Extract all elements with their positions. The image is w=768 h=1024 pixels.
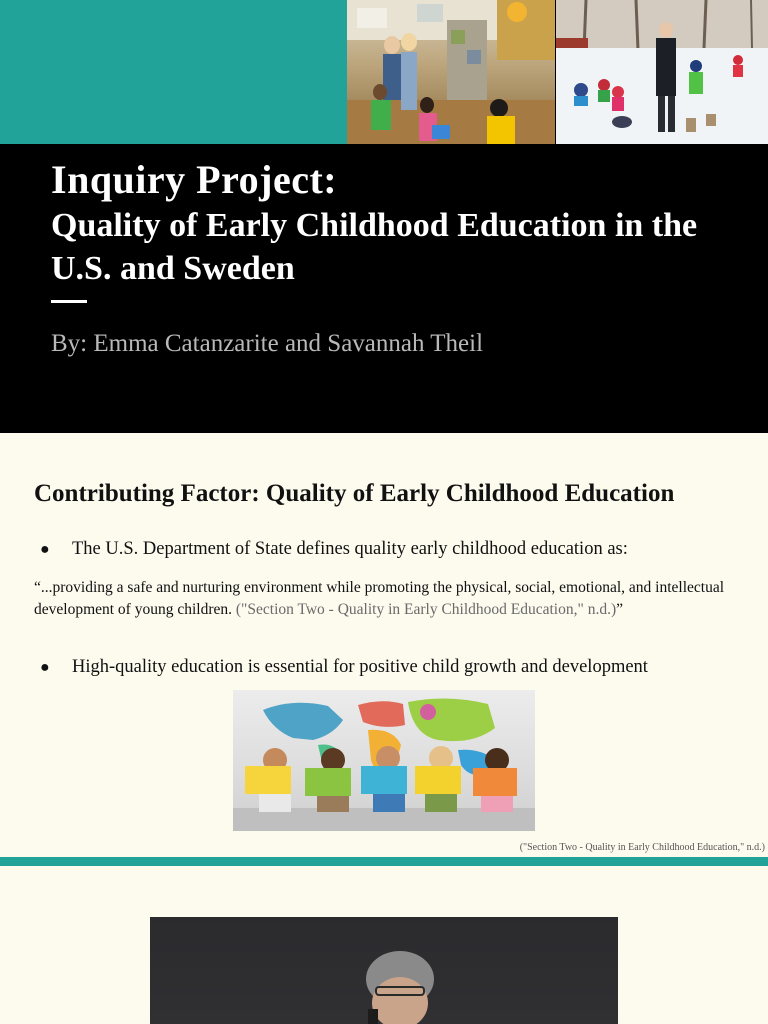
accent-block: [0, 0, 347, 144]
image-caption: ("Section Two - Quality in Early Childhood Education," n.d.): [519, 842, 765, 853]
title-divider: [51, 300, 87, 303]
classroom-photo: [347, 0, 555, 144]
slide-heading: Contributing Factor: Quality of Early Childhood Education: [34, 480, 675, 507]
speaker-slide: [0, 866, 768, 1024]
bullet-item: [40, 657, 648, 679]
children-reading-map-photo: [233, 690, 535, 831]
speaker-photo: [150, 917, 618, 1024]
quote-citation: ("Section Two - Quality in Early Childhood Education," n.d.): [235, 601, 617, 618]
bullet-text: The U.S. Department of State defines quality early childhood education as:: [72, 539, 628, 559]
slide-subtitle: Quality of Early Childhood Education in the U.S. and Sweden: [51, 207, 698, 287]
author-byline: By: Emma Catanzarite and Savannah Theil: [51, 330, 484, 357]
bullet-marker: ●: [40, 659, 50, 676]
contributing-factor-slide: [0, 433, 768, 857]
bullet-marker: ●: [40, 541, 50, 558]
definition-quote: [34, 577, 734, 621]
quote-text: “...providing a safe and nurturing environment while promoting the physical, social, emotional, and intellectual development of young children.: [34, 579, 724, 618]
slide-divider-stripe: [0, 857, 768, 866]
slide-title: Inquiry Project:: [51, 157, 338, 202]
title-slide: [0, 0, 768, 433]
bullet-text: High-quality education is essential for positive child growth and development: [72, 657, 648, 677]
quote-close: ”: [616, 601, 623, 618]
snow-playground-photo: [556, 0, 768, 144]
bullet-item: [40, 539, 628, 561]
